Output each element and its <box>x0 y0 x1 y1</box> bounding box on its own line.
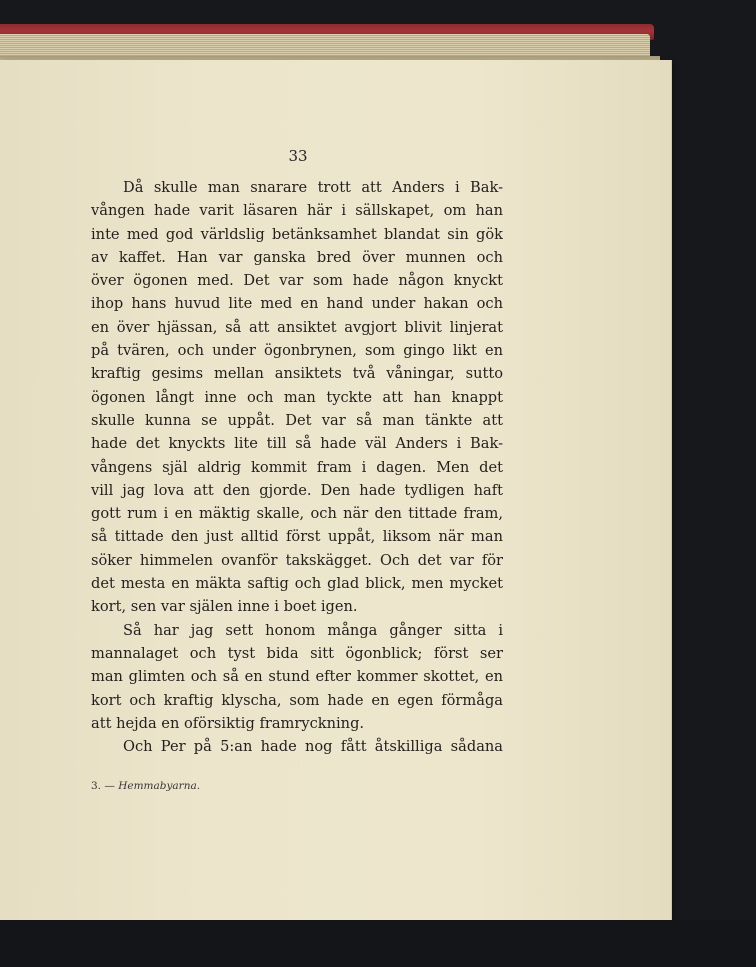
body-text <box>91 176 503 758</box>
text-line: en över hjässan, så att ansiktet avgjort blivit linjerat <box>91 318 503 336</box>
text-line: skulle kunna se uppåt. Det var så man tänkte att <box>91 411 503 429</box>
background-surface <box>0 920 756 967</box>
text-line: ögonen långt inne och man tyckte att han knappt <box>91 388 503 406</box>
page-edges <box>0 34 650 58</box>
text-line: Så har jag sett honom många gånger sitta i <box>123 621 503 639</box>
text-line: att hejda en oförsiktig framryckning. <box>91 714 365 732</box>
signature-number: 3. <box>91 780 102 792</box>
text-line: så tittade den just alltid först uppåt, liksom när man <box>91 528 503 546</box>
text-line: man glimten och så en stund efter kommer skottet, en <box>91 668 503 686</box>
text-line: kort och kraftig klyscha, som hade en egen förmåga <box>91 691 503 709</box>
text-line: söker himmelen ovanför takskägget. Och det var för <box>91 551 503 569</box>
text-line: vill jag lova att den gjorde. Den hade tydligen haft <box>91 481 503 499</box>
page-number: 33 <box>288 147 308 165</box>
footer-signature <box>91 780 200 792</box>
text-line: kraftig gesims mellan ansiktets två våningar, sutto <box>91 365 503 383</box>
text-line: inte med god världslig betänksamhet blandat sin gök <box>91 225 503 243</box>
text-line: det mesta en mäkta saftig och glad blick, men mycket <box>91 575 503 593</box>
text-line: på tvären, och under ögonbrynen, som gingo likt en <box>91 342 503 360</box>
text-line: Då skulle man snarare trott att Anders i Bak- <box>123 179 503 196</box>
text-line: vången hade varit läsaren här i sällskapet, om han <box>91 202 503 220</box>
text-line: Och Per på 5:an hade nog fått åtskilliga sådana <box>123 738 503 756</box>
signature-dash: — <box>104 780 115 792</box>
book-title: Hemmabyarna. <box>118 780 201 792</box>
text-line: mannalaget och tyst bida sitt ögonblick; först ser <box>91 644 503 662</box>
text-line: kort, sen var själen inne i boet igen. <box>91 598 358 616</box>
text-line: gott rum i en mäktig skalle, och när den tittade fram, <box>91 505 503 523</box>
text-line: ihop hans huvud lite med en hand under hakan och <box>91 295 503 313</box>
text-line: hade det knyckts lite till så hade väl Anders i Bak- <box>91 435 503 453</box>
text-line: av kaffet. Han var ganska bred över munnen och <box>91 248 503 266</box>
text-line: vångens själ aldrig kommit fram i dagen. Men det <box>91 458 503 476</box>
text-line: över ögonen med. Det var som hade någon knyckt <box>91 272 503 290</box>
